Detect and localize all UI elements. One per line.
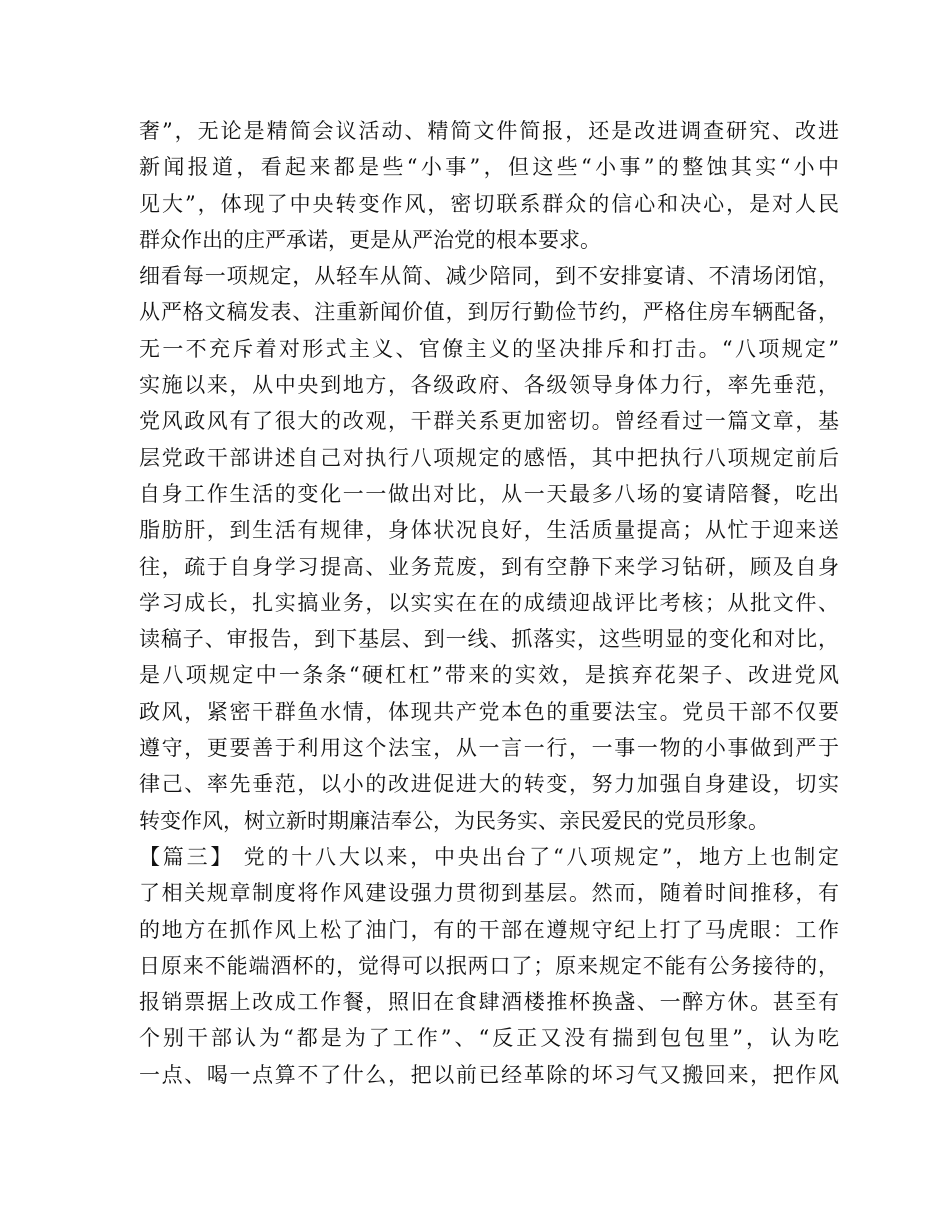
section-heading-line: 【篇三】 党的十八大以来，中央出台了“八项规定”，地方上也制定 xyxy=(139,844,839,869)
text-line: 自身工作生活的变化一一做出对比，从一天最多八场的宴请陪餐，吃出 xyxy=(139,481,839,506)
text-line: 政风，紧密干群鱼水情，体现共产党本色的重要法宝。党员干部不仅要 xyxy=(139,699,839,724)
text-line: 实施以来，从中央到地方，各级政府、各级领导身体力行，率先垂范， xyxy=(139,373,839,398)
text-line: 往，疏于自身学习提高、业务荒废，到有空静下来学习钻研，顾及自身 xyxy=(139,554,839,579)
body-text xyxy=(139,113,839,1093)
text-line: 一点、喝一点算不了什么，把以前已经革除的坏习气又搬回来，把作风 xyxy=(139,1062,839,1087)
text-line: 脂肪肝，到生活有规律，身体状况良好，生活质量提高；从忙于迎来送 xyxy=(139,518,839,543)
text-line: 是八项规定中一条条“硬杠杠”带来的实效，是摈弃花架子、改进党风 xyxy=(139,663,839,688)
text-line: 转变作风，树立新时期廉洁奉公，为民务实、亲民爱民的党员形象。 xyxy=(139,808,769,833)
text-line: 新闻报道，看起来都是些“小事”，但这些“小事”的整蚀其实“小中 xyxy=(139,155,839,180)
text-line: 群众作出的庄严承诺，更是从严治党的根本要求。 xyxy=(139,227,601,252)
text-line: 学习成长，扎实搞业务，以实实在在的成绩迎战评比考核；从批文件、 xyxy=(139,590,839,615)
text-line: 见大”，体现了中央转变作风，密切联系群众的信心和决心，是对人民 xyxy=(139,191,839,216)
text-line: 报销票据上改成工作餐，照旧在食肆酒楼推杯换盏、一醉方休。甚至有 xyxy=(139,990,839,1015)
text-line: 读稿子、审报告，到下基层、到一线、抓落实，这些明显的变化和对比， xyxy=(139,627,839,652)
text-line: 个别干部认为“都是为了工作”、“反正又没有揣到包包里”，认为吃 xyxy=(139,1026,839,1051)
text-line: 了相关规章制度将作风建设强力贯彻到基层。然而，随着时间推移，有 xyxy=(139,881,839,906)
text-line: 的地方在抓作风上松了油门，有的干部在遵规守纪上打了马虎眼：工作 xyxy=(139,917,839,942)
text-line: 细看每一项规定，从轻车从简、减少陪同，到不安排宴请、不清场闭馆， xyxy=(139,264,839,289)
text-line: 层党政干部讲述自己对执行八项规定的感悟，其中把执行八项规定前后 xyxy=(139,445,839,470)
text-line: 遵守，更要善于利用这个法宝，从一言一行，一事一物的小事做到严于 xyxy=(139,736,839,761)
text-line: 无一不充斥着对形式主义、官僚主义的坚决排斥和打击。“八项规定” xyxy=(139,336,839,361)
text-line: 党风政风有了很大的改观，干群关系更加密切。曾经看过一篇文章，基 xyxy=(139,409,839,434)
text-line: 从严格文稿发表、注重新闻价值，到厉行勤俭节约，严格住房车辆配备， xyxy=(139,300,839,325)
text-line: 日原来不能端酒杯的，觉得可以抿两口了；原来规定不能有公务接待的， xyxy=(139,953,839,978)
text-line: 律己、率先垂范，以小的改进促进大的转变，努力加强自身建设，切实 xyxy=(139,772,839,797)
text-line: 奢”，无论是精简会议活动、精简文件简报，还是改进调查研究、改进 xyxy=(139,119,839,143)
